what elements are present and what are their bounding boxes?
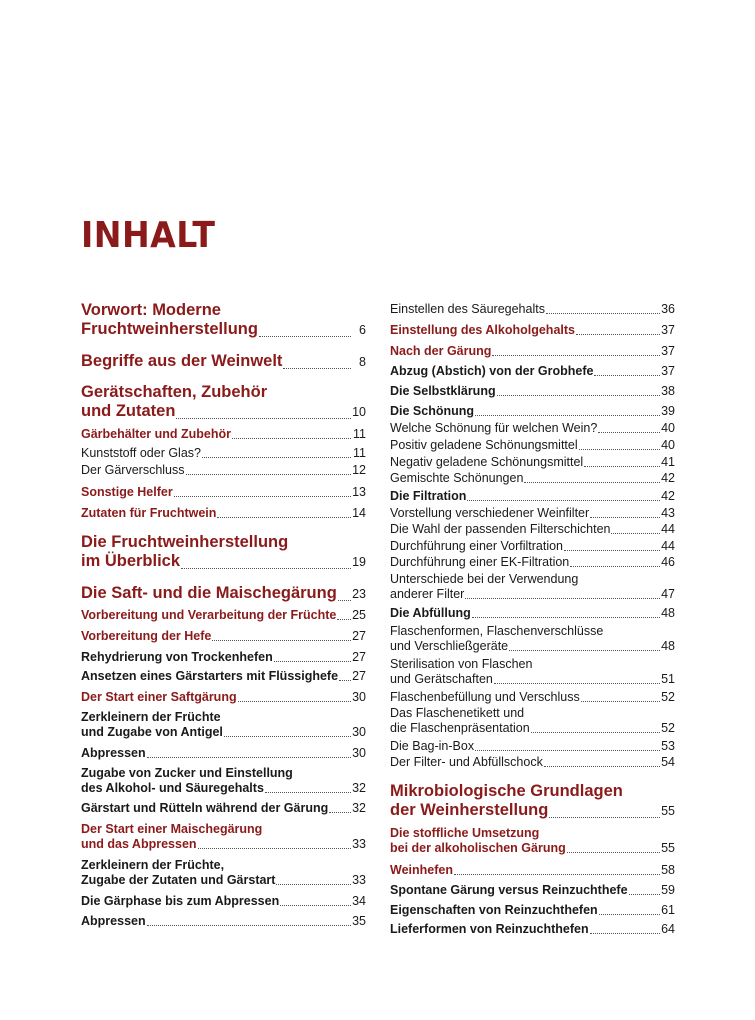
toc-entry-line xyxy=(390,522,675,537)
toc-page-number: 11 xyxy=(353,446,366,460)
toc-page-number: 48 xyxy=(661,639,675,653)
toc-entry-line xyxy=(81,533,366,552)
leader-dots xyxy=(567,852,660,853)
toc-entry xyxy=(390,657,675,687)
toc-entry-title: Zugabe der Zutaten und Gärstart xyxy=(81,873,276,887)
toc-entry xyxy=(390,782,675,821)
toc-entry-title: Unterschiede bei der Verwendung xyxy=(390,572,579,586)
toc-entry-line xyxy=(81,894,366,909)
toc-page-number: 30 xyxy=(352,690,366,704)
toc-page-number: 32 xyxy=(352,781,366,795)
toc-entry xyxy=(81,801,366,816)
toc-entry xyxy=(390,421,675,436)
toc-entry-line xyxy=(81,669,366,684)
toc-entry xyxy=(81,427,366,442)
leader-dots xyxy=(337,619,351,620)
toc-page-number: 34 xyxy=(352,894,366,908)
toc-entry xyxy=(390,739,675,754)
toc-entry xyxy=(81,301,366,340)
toc-entry-line xyxy=(81,725,366,740)
toc-entry xyxy=(390,438,675,453)
toc-page-number: 44 xyxy=(661,539,675,553)
toc-entry xyxy=(390,471,675,486)
toc-entry-line xyxy=(81,506,366,521)
leader-dots xyxy=(531,732,660,733)
page-title: INHALT xyxy=(81,215,216,256)
toc-entry-line xyxy=(390,489,675,504)
toc-entry-line xyxy=(390,657,675,672)
toc-entry-title: Durchführung einer EK-Filtration xyxy=(390,555,570,569)
toc-entry-title: Die Selbstklärung xyxy=(390,384,496,398)
toc-entry xyxy=(81,858,366,888)
toc-entry-line xyxy=(390,323,675,338)
toc-page-number: 11 xyxy=(353,427,366,441)
toc-entry-title: Der Gärverschluss xyxy=(81,463,185,477)
toc-entry-line xyxy=(390,841,675,856)
toc-entry-line xyxy=(81,710,366,725)
toc-page-number: 25 xyxy=(352,608,366,622)
toc-page-number: 40 xyxy=(661,421,675,435)
toc-entry-title: Sonstige Helfer xyxy=(81,485,173,499)
toc-page-number: 19 xyxy=(352,555,366,569)
leader-dots xyxy=(454,874,660,875)
leader-dots xyxy=(611,533,660,534)
toc-page-number: 33 xyxy=(352,873,366,887)
leader-dots xyxy=(544,766,660,767)
toc-entry xyxy=(390,755,675,770)
toc-page-number: 40 xyxy=(661,438,675,452)
toc-entry-title: Zerkleinern der Früchte xyxy=(81,710,221,724)
leader-dots xyxy=(329,812,351,813)
toc-page-number: 58 xyxy=(661,863,675,877)
toc-page-number: 42 xyxy=(661,489,675,503)
toc-entry-line xyxy=(390,455,675,470)
leader-dots xyxy=(584,466,660,467)
leader-dots xyxy=(594,375,660,376)
toc-entry xyxy=(81,710,366,740)
toc-entry-title: Eigenschaften von Reinzuchthefen xyxy=(390,903,598,917)
toc-entry xyxy=(81,383,366,422)
toc-entry xyxy=(81,894,366,909)
toc-entry-line xyxy=(81,352,366,372)
leader-dots xyxy=(509,650,660,651)
toc-entry xyxy=(390,624,675,654)
toc-page-number: 43 xyxy=(661,506,675,520)
leader-dots xyxy=(546,313,660,314)
toc-entry xyxy=(390,539,675,554)
leader-dots xyxy=(259,336,351,337)
toc-entry xyxy=(390,323,675,338)
toc-entry xyxy=(390,522,675,537)
toc-entry-line xyxy=(81,320,366,340)
toc-entry-title: Zerkleinern der Früchte, xyxy=(81,858,225,872)
leader-dots xyxy=(339,680,351,681)
toc-entry xyxy=(390,606,675,621)
toc-entry-title: der Weinherstellung xyxy=(390,801,549,819)
toc-entry-title: Fruchtweinherstellung xyxy=(81,320,258,338)
toc-entry-title: Weinhefen xyxy=(390,863,453,877)
toc-entry-line xyxy=(390,364,675,379)
toc-entry-title: Die Fruchtweinherstellung xyxy=(81,533,289,551)
leader-dots xyxy=(579,449,660,450)
toc-entry-title: Spontane Gärung versus Reinzuchthefe xyxy=(390,883,628,897)
toc-entry-title: und Gerätschaften xyxy=(390,672,493,686)
toc-entry-line xyxy=(81,781,366,796)
toc-entry-line xyxy=(81,766,366,781)
toc-entry-line xyxy=(81,608,366,623)
toc-entry-title: Die Bag-in-Box xyxy=(390,739,475,753)
toc-page-number: 12 xyxy=(352,463,366,477)
toc-entry-line xyxy=(390,506,675,521)
toc-entry-title: Nach der Gärung xyxy=(390,344,492,358)
leader-dots xyxy=(465,598,660,599)
toc-entry-title: Zutaten für Fruchtwein xyxy=(81,506,217,520)
toc-entry-line xyxy=(390,883,675,898)
leader-dots xyxy=(276,884,351,885)
toc-entry xyxy=(81,506,366,521)
toc-entry xyxy=(81,914,366,929)
leader-dots xyxy=(212,640,351,641)
toc-entry-line xyxy=(81,690,366,705)
toc-entry-title: anderer Filter xyxy=(390,587,465,601)
toc-page-number: 10 xyxy=(352,405,366,419)
toc-page-number: 59 xyxy=(661,883,675,897)
toc-page-number: 30 xyxy=(352,746,366,760)
toc-entry xyxy=(81,650,366,665)
toc-entry-title: die Flaschenpräsentation xyxy=(390,721,530,735)
toc-entry-line xyxy=(390,922,675,937)
leader-dots xyxy=(599,914,660,915)
toc-entry-line xyxy=(390,606,675,621)
toc-entry-title: und Verschließgeräte xyxy=(390,639,509,653)
toc-entry xyxy=(81,584,366,604)
toc-entry-title: Die Abfüllung xyxy=(390,606,471,620)
toc-entry-line xyxy=(81,584,366,604)
leader-dots xyxy=(570,566,660,567)
toc-entry-title: Durchführung einer Vorfiltration xyxy=(390,539,564,553)
toc-entry-title: Einstellen des Säuregehalts xyxy=(390,302,545,316)
toc-entry-title: Die Saft- und die Maischegärung xyxy=(81,584,337,602)
toc-entry-line xyxy=(81,801,366,816)
leader-dots xyxy=(475,750,660,751)
toc-entry xyxy=(81,533,366,572)
leader-dots xyxy=(217,517,351,518)
toc-entry-title: Der Start einer Maischegärung xyxy=(81,822,263,836)
toc-entry-line xyxy=(390,384,675,399)
toc-entry-title: Die stoffliche Umsetzung xyxy=(390,826,540,840)
toc-entry-line xyxy=(390,404,675,419)
leader-dots xyxy=(147,925,351,926)
toc-page-number: 13 xyxy=(352,485,366,499)
toc-entry-line xyxy=(81,383,366,402)
toc-entry-line xyxy=(390,421,675,436)
leader-dots xyxy=(280,905,351,906)
toc-entry-line xyxy=(81,746,366,761)
toc-entry-title: Die Gärphase bis zum Abpressen xyxy=(81,894,280,908)
toc-page-number: 61 xyxy=(661,903,675,917)
toc-entry-line xyxy=(81,822,366,837)
toc-entry-line xyxy=(390,672,675,687)
toc-entry-line xyxy=(81,858,366,873)
toc-page-number: 35 xyxy=(352,914,366,928)
toc-entry-title: Vorwort: Moderne xyxy=(81,301,221,319)
toc-entry-title: Einstellung des Alkoholgehalts xyxy=(390,323,575,337)
toc-entry xyxy=(390,555,675,570)
toc-entry-line xyxy=(390,863,675,878)
toc-entry-title: Vorbereitung und Verarbeitung der Früchte xyxy=(81,608,337,622)
toc-entry-title: des Alkohol- und Säuregehalts xyxy=(81,781,264,795)
leader-dots xyxy=(497,395,660,396)
toc-entry xyxy=(390,302,675,317)
toc-entry-line xyxy=(390,690,675,705)
toc-entry-title: Abpressen xyxy=(81,746,146,760)
leader-dots xyxy=(524,482,660,483)
leader-dots xyxy=(232,438,351,439)
toc-page-number: 64 xyxy=(661,922,675,936)
leader-dots xyxy=(590,517,660,518)
toc-entry xyxy=(81,629,366,644)
toc-entry-line xyxy=(81,552,366,572)
toc-entry-line xyxy=(390,438,675,453)
toc-entry-title: Ansetzen eines Gärstarters mit Flüssighefe xyxy=(81,669,339,683)
toc-entry-line xyxy=(390,587,675,602)
toc-page-number: 46 xyxy=(661,555,675,569)
toc-entry xyxy=(81,766,366,796)
toc-page-number: 32 xyxy=(352,801,366,815)
leader-dots xyxy=(274,661,351,662)
toc-entry xyxy=(390,826,675,856)
toc-entry xyxy=(81,608,366,623)
leader-dots xyxy=(629,894,660,895)
toc-entry-title: Gerätschaften, Zubehör xyxy=(81,383,268,401)
leader-dots xyxy=(238,701,351,702)
leader-dots xyxy=(576,334,660,335)
toc-entry-line xyxy=(390,555,675,570)
leader-dots xyxy=(186,474,352,475)
toc-page-number: 52 xyxy=(661,721,675,735)
toc-page-number: 55 xyxy=(661,804,675,818)
leader-dots xyxy=(564,550,660,551)
toc-entry xyxy=(81,690,366,705)
leader-dots xyxy=(494,683,660,684)
toc-entry-title: Vorbereitung der Hefe xyxy=(81,629,212,643)
toc-entry-title: Lieferformen von Reinzuchthefen xyxy=(390,922,589,936)
toc-page-number: 37 xyxy=(661,364,675,378)
toc-entry xyxy=(390,489,675,504)
toc-entry-line xyxy=(390,302,675,317)
toc-entry-title: Vorstellung verschiedener Weinfilter xyxy=(390,506,590,520)
toc-page-number: 48 xyxy=(661,606,675,620)
toc-entry-line xyxy=(390,826,675,841)
toc-entry-title: Gärbehälter und Zubehör xyxy=(81,427,232,441)
toc-page-number: 54 xyxy=(661,755,675,769)
leader-dots xyxy=(492,355,660,356)
toc-entry-line xyxy=(81,914,366,929)
leader-dots xyxy=(265,792,351,793)
toc-page-number: 27 xyxy=(352,669,366,683)
toc-entry-title: Die Wahl der passenden Filterschichten xyxy=(390,522,611,536)
toc-entry-title: bei der alkoholischen Gärung xyxy=(390,841,566,855)
toc-page-number: 36 xyxy=(661,302,675,316)
leader-dots xyxy=(338,600,351,601)
toc-entry-line xyxy=(81,485,366,500)
toc-entry xyxy=(390,572,675,602)
leader-dots xyxy=(590,933,660,934)
toc-entry-line xyxy=(390,782,675,801)
toc-entry-line xyxy=(81,402,366,422)
toc-entry xyxy=(390,690,675,705)
toc-entry-title: Negativ geladene Schönungsmittel xyxy=(390,455,584,469)
toc-entry-title: Gärstart und Rütteln während der Gärung xyxy=(81,801,329,815)
toc-entry xyxy=(390,863,675,878)
toc-entry-line xyxy=(390,539,675,554)
toc-entry-line xyxy=(81,629,366,644)
toc-entry-title: Kunststoff oder Glas? xyxy=(81,446,201,460)
toc-page-number: 37 xyxy=(661,323,675,337)
toc-entry-title: Begriffe aus der Weinwelt xyxy=(81,352,283,370)
toc-entry xyxy=(390,903,675,918)
leader-dots xyxy=(174,496,351,497)
leader-dots xyxy=(224,736,351,737)
toc-entry xyxy=(390,706,675,736)
toc-entry-title: Flaschenbefüllung und Verschluss xyxy=(390,690,580,704)
toc-entry-line xyxy=(390,344,675,359)
toc-entry-title: Der Start einer Saftgärung xyxy=(81,690,237,704)
toc-entry-line xyxy=(390,624,675,639)
toc-page-number: 30 xyxy=(352,725,366,739)
toc-entry xyxy=(390,364,675,379)
toc-entry-line xyxy=(390,903,675,918)
toc-entry xyxy=(81,822,366,852)
toc-entry-title: Die Schönung xyxy=(390,404,475,418)
toc-entry-title: Positiv geladene Schönungsmittel xyxy=(390,438,578,452)
leader-dots xyxy=(147,757,351,758)
toc-entry-line xyxy=(81,446,366,461)
toc-entry-title: im Überblick xyxy=(81,552,181,570)
leader-dots xyxy=(202,457,351,458)
toc-entry xyxy=(390,455,675,470)
toc-page-number: 37 xyxy=(661,344,675,358)
toc-page-number: 6 xyxy=(359,323,366,337)
toc-entry-line xyxy=(390,572,675,587)
toc-entry-title: und das Abpressen xyxy=(81,837,197,851)
toc-entry-title: Der Filter- und Abfüllschock xyxy=(390,755,543,769)
toc-entry-title: und Zutaten xyxy=(81,402,176,420)
toc-entry-line xyxy=(390,706,675,721)
toc-entry-title: Abpressen xyxy=(81,914,146,928)
toc-entry-title: Sterilisation von Flaschen xyxy=(390,657,533,671)
toc-page-number: 47 xyxy=(661,587,675,601)
toc-page-number: 39 xyxy=(661,404,675,418)
leader-dots xyxy=(176,418,351,419)
toc-entry-title: Die Filtration xyxy=(390,489,467,503)
toc-page-number: 27 xyxy=(352,650,366,664)
toc-entry xyxy=(81,352,366,372)
toc-entry-line xyxy=(81,463,366,478)
toc-entry-title: Zugabe von Zucker und Einstellung xyxy=(81,766,293,780)
toc-entry xyxy=(390,883,675,898)
toc-entry-title: Rehydrierung von Trockenhefen xyxy=(81,650,273,664)
toc-entry-line xyxy=(390,471,675,486)
toc-entry-title: Das Flaschenetikett und xyxy=(390,706,525,720)
toc-entry-title: Gemischte Schönungen xyxy=(390,471,524,485)
toc-entry xyxy=(81,746,366,761)
leader-dots xyxy=(198,848,351,849)
toc-page-number: 55 xyxy=(661,841,675,855)
toc-page-number: 38 xyxy=(661,384,675,398)
toc-entry xyxy=(390,344,675,359)
toc-entry-line xyxy=(81,873,366,888)
toc-page-number: 52 xyxy=(661,690,675,704)
toc-entry xyxy=(81,446,366,461)
toc-entry-line xyxy=(390,801,675,821)
toc-entry xyxy=(390,384,675,399)
toc-entry-title: Flaschenformen, Flaschenverschlüsse xyxy=(390,624,604,638)
toc-entry-line xyxy=(390,639,675,654)
toc-entry xyxy=(390,404,675,419)
toc-entry-title: Mikrobiologische Grundlagen xyxy=(390,782,623,800)
toc-entry xyxy=(390,506,675,521)
toc-entry-line xyxy=(81,650,366,665)
leader-dots xyxy=(181,568,351,569)
toc-entry xyxy=(81,463,366,478)
toc-page-number: 51 xyxy=(661,672,675,686)
toc-page-number: 42 xyxy=(661,471,675,485)
toc-page-number: 53 xyxy=(661,739,675,753)
toc-entry-line xyxy=(390,755,675,770)
toc-entry xyxy=(81,669,366,684)
toc-entry-line xyxy=(390,721,675,736)
toc-page-number: 41 xyxy=(661,455,675,469)
toc-page-number: 27 xyxy=(352,629,366,643)
toc-page-number: 33 xyxy=(352,837,366,851)
leader-dots xyxy=(472,617,660,618)
toc-page-number: 8 xyxy=(359,355,366,369)
leader-dots xyxy=(467,500,660,501)
leader-dots xyxy=(475,415,660,416)
toc-entry-title: Abzug (Abstich) von der Grobhefe xyxy=(390,364,594,378)
toc-page-number: 23 xyxy=(352,587,366,601)
toc-entry-line xyxy=(390,739,675,754)
toc-entry-title: und Zugabe von Antigel xyxy=(81,725,223,739)
toc-entry xyxy=(390,922,675,937)
leader-dots xyxy=(581,701,660,702)
toc-entry-line xyxy=(81,301,366,320)
toc-entry-line xyxy=(81,837,366,852)
leader-dots xyxy=(598,432,660,433)
toc-entry-title: Welche Schönung für welchen Wein? xyxy=(390,421,598,435)
leader-dots xyxy=(549,817,660,818)
toc-entry-line xyxy=(81,427,366,442)
toc-page-number: 44 xyxy=(661,522,675,536)
leader-dots xyxy=(283,368,351,369)
toc-entry xyxy=(81,485,366,500)
toc-page-number: 14 xyxy=(352,506,366,520)
